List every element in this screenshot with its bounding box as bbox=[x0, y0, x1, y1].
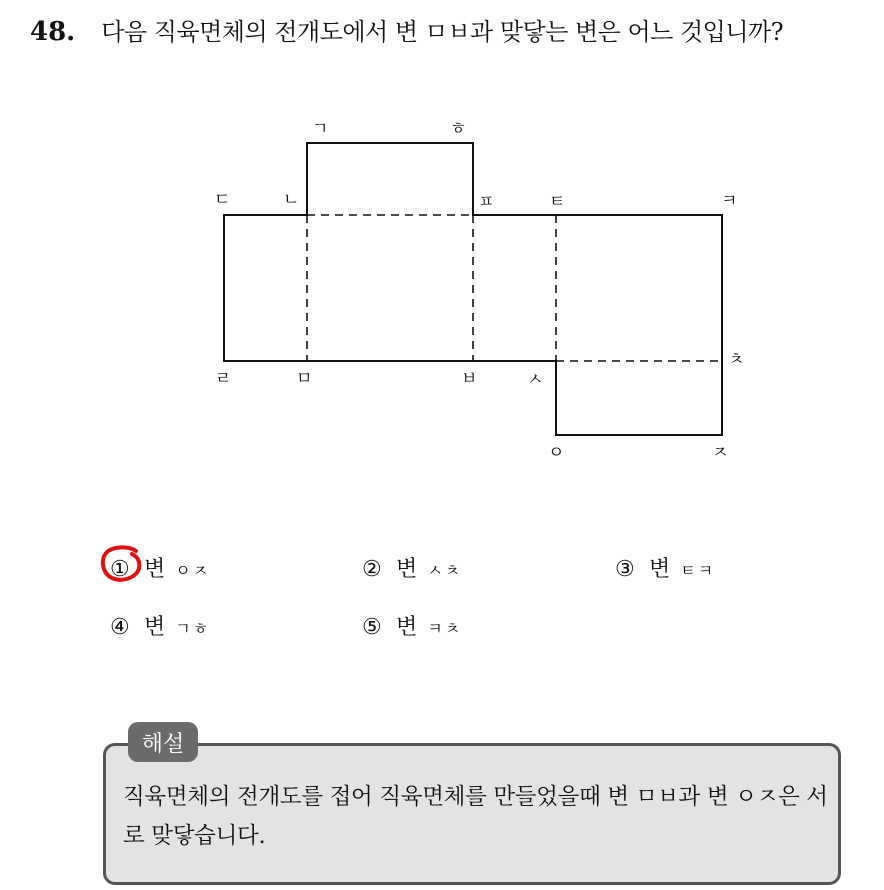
choice-number: ① bbox=[110, 557, 130, 582]
vertex-label-g: ㄱ bbox=[312, 119, 329, 139]
vertex-label-d: ㄷ bbox=[214, 190, 231, 210]
choice-4[interactable] bbox=[110, 610, 210, 641]
choice-edge: ㅋㅊ bbox=[427, 619, 463, 638]
choice-word: 변 bbox=[144, 615, 166, 640]
vertex-label-o: ㅇ bbox=[548, 443, 565, 463]
choice-edge: ㅌㅋ bbox=[680, 561, 716, 580]
explanation-text: 직육면체의 전개도를 접어 직육면체를 만들었을때 변 ㅁㅂ과 변 ㅇㅈ은 서로 맞닿습니다. bbox=[123, 784, 828, 849]
vertex-label-n: ㄴ bbox=[283, 190, 300, 210]
choice-edge: ㄱㅎ bbox=[175, 619, 211, 638]
vertex-label-ch: ㅊ bbox=[728, 350, 745, 370]
vertex-label-r: ㄹ bbox=[215, 369, 232, 389]
choice-word: 변 bbox=[396, 615, 418, 640]
question-text: 다음 직육면체의 전개도에서 변 ㅁㅂ과 맞닿는 변은 어느 것입니까? bbox=[101, 18, 784, 46]
choice-word: 변 bbox=[144, 557, 166, 582]
choice-3[interactable] bbox=[615, 552, 715, 583]
question-number: 48. bbox=[30, 17, 76, 47]
choice-edge: ㅇㅈ bbox=[175, 561, 211, 580]
choice-word: 변 bbox=[396, 557, 418, 582]
choice-2[interactable] bbox=[362, 552, 462, 583]
vertex-label-j: ㅈ bbox=[712, 443, 729, 463]
choice-number: ② bbox=[362, 557, 382, 582]
vertex-label-k: ㅋ bbox=[721, 191, 738, 211]
choice-5[interactable] bbox=[362, 610, 462, 641]
choice-word: 변 bbox=[649, 557, 671, 582]
answer-mark-circle bbox=[99, 545, 145, 583]
explanation-tab: 해설 bbox=[128, 722, 198, 762]
vertex-label-s: ㅅ bbox=[527, 370, 544, 390]
choice-number: ④ bbox=[110, 615, 130, 640]
vertex-label-t: ㅌ bbox=[549, 192, 566, 212]
choice-number: ⑤ bbox=[362, 615, 382, 640]
vertex-label-m: ㅁ bbox=[296, 369, 313, 389]
vertex-label-h: ㅎ bbox=[450, 119, 467, 139]
vertex-label-p: ㅍ bbox=[478, 192, 495, 212]
choice-number: ③ bbox=[615, 557, 635, 582]
vertex-label-b: ㅂ bbox=[461, 369, 478, 389]
choice-edge: ㅅㅊ bbox=[427, 561, 463, 580]
